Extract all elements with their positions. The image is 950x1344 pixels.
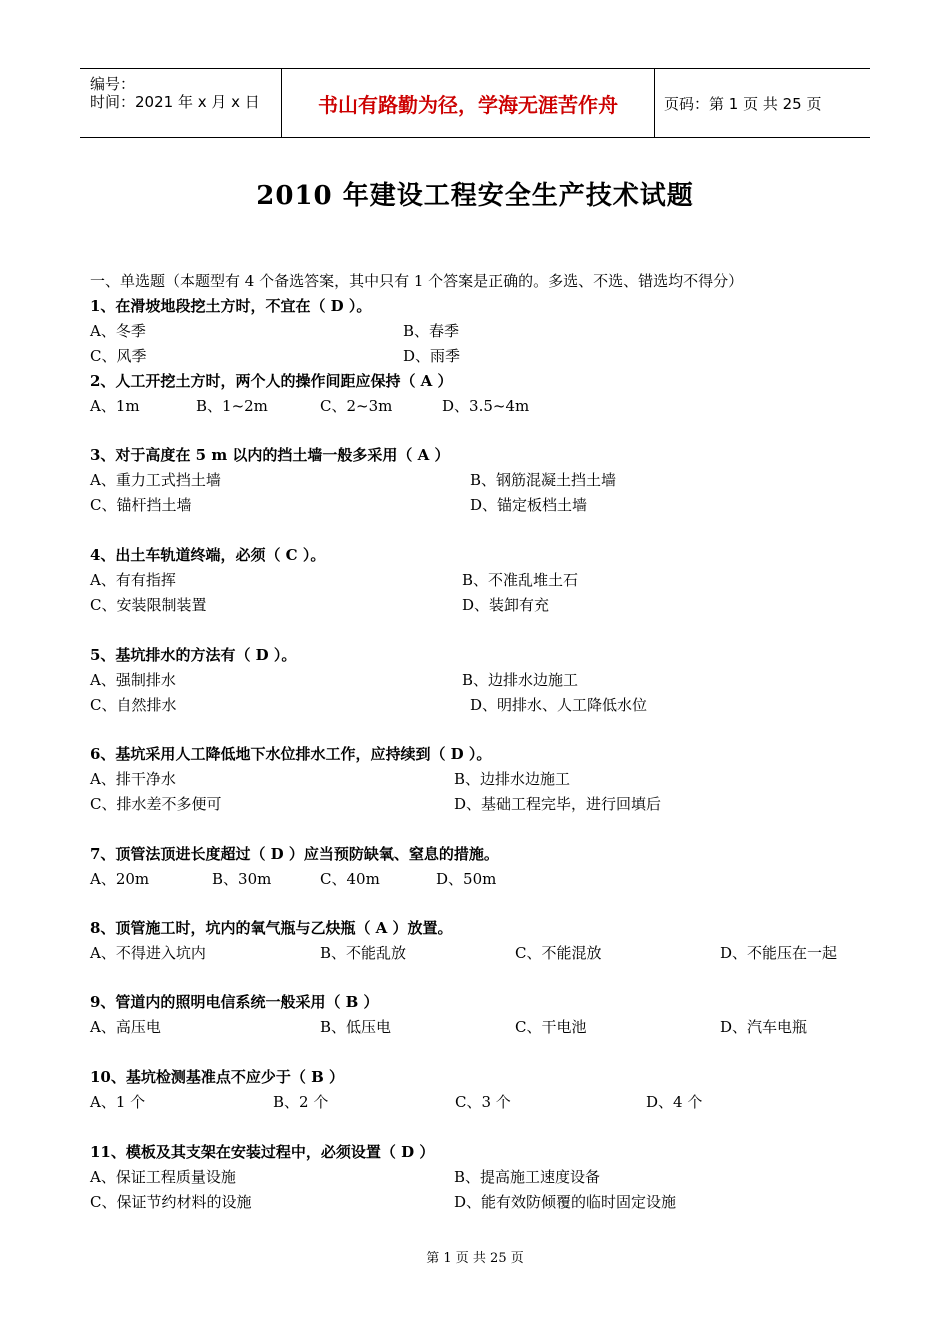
option-d: D、汽车电瓶 [720, 1018, 808, 1036]
option-a: A、20m [90, 870, 150, 888]
option-d: D、明排水、人工降低水位 [470, 696, 648, 714]
question-1: 1、在滑坡地段挖土方时，不宜在（ D ）。 [90, 297, 372, 315]
question-9: 9、管道内的照明电信系统一般采用（ B ） [90, 993, 379, 1011]
question-11: 11、模板及其支架在安装过程中，必须设置（ D ） [90, 1143, 435, 1161]
option-b: B、2 个 [273, 1093, 329, 1111]
question-8: 8、顶管施工时，坑内的氧气瓶与乙炔瓶（ A ）放置。 [90, 919, 453, 937]
option-d: D、装卸有充 [462, 596, 550, 614]
option-c: C、3 个 [455, 1093, 511, 1111]
option-b: B、钢筋混凝土挡土墙 [470, 471, 617, 489]
option-d: D、3.5~4m [442, 397, 530, 415]
option-c: C、不能混放 [515, 944, 602, 962]
option-c: C、40m [320, 870, 380, 888]
header-motto: 书山有路勤为径，学海无涯苦作舟 [318, 93, 618, 117]
option-a: A、冬季 [90, 322, 146, 340]
option-c: C、2~3m [320, 397, 393, 415]
option-c: C、排水差不多便可 [90, 795, 222, 813]
question-2: 2、人工开挖土方时，两个人的操作间距应保持（ A ） [90, 372, 453, 390]
page-header [80, 68, 870, 138]
option-a: A、重力工式挡土墙 [90, 471, 221, 489]
document-title: 2010 年建设工程安全生产技术试题 [256, 181, 694, 211]
option-d: D、锚定板档土墙 [470, 496, 588, 514]
option-b: B、提高施工速度设备 [454, 1168, 601, 1186]
option-c: C、保证节约材料的设施 [90, 1193, 252, 1211]
option-d: D、不能压在一起 [720, 944, 838, 962]
option-b: B、边排水边施工 [454, 770, 571, 788]
question-6: 6、基坑采用人工降低地下水位排水工作，应持续到（ D ）。 [90, 745, 492, 763]
option-a: A、有有指挥 [90, 571, 176, 589]
option-a: A、1 个 [90, 1093, 146, 1111]
option-b: B、低压电 [320, 1018, 392, 1036]
option-c: C、干电池 [515, 1018, 587, 1036]
option-d: D、能有效防倾覆的临时固定设施 [454, 1193, 677, 1211]
option-d: D、50m [436, 870, 497, 888]
option-a: A、1m [90, 397, 140, 415]
option-d: D、基础工程完毕，进行回填后 [454, 795, 662, 813]
option-b: B、边排水边施工 [462, 671, 579, 689]
question-5: 5、基坑排水的方法有（ D ）。 [90, 646, 297, 664]
option-c: C、自然排水 [90, 696, 177, 714]
option-b: B、1~2m [196, 397, 268, 415]
option-a: A、高压电 [90, 1018, 161, 1036]
page-footer: 第 1 页 共 25 页 [426, 1251, 524, 1266]
question-10: 10、基坑检测基准点不应少于（ B ） [90, 1068, 344, 1086]
option-c: C、安装限制装置 [90, 596, 207, 614]
option-c: C、锚杆挡土墙 [90, 496, 192, 514]
option-a: A、强制排水 [90, 671, 176, 689]
option-a: A、排干净水 [90, 770, 176, 788]
option-a: A、不得进入坑内 [90, 944, 206, 962]
option-b: B、30m [212, 870, 272, 888]
option-b: B、春季 [403, 322, 460, 340]
question-7: 7、顶管法顶进长度超过（ D ）应当预防缺氧、窒息的措施。 [90, 845, 499, 863]
header-page-number: 页码：第 1 页 共 25 页 [664, 95, 822, 113]
section-heading: 一、单选题（本题型有 4 个备选答案，其中只有 1 个答案是正确的。多选、不选、错选均不得分） [90, 272, 744, 290]
question-4: 4、出土车轨道终端，必须（ C ）。 [90, 546, 326, 564]
option-d: D、雨季 [403, 347, 461, 365]
option-b: B、不准乱堆土石 [462, 571, 579, 589]
option-c: C、风季 [90, 347, 147, 365]
serial-label: 编号： [90, 75, 136, 93]
header-divider [654, 69, 655, 137]
option-d: D、4 个 [646, 1093, 703, 1111]
option-a: A、保证工程质量设施 [90, 1168, 236, 1186]
date-label: 时间：2021 年 x 月 x 日 [90, 93, 260, 111]
question-3: 3、对于高度在 5 m 以内的挡土墙一般多采用（ A ） [90, 446, 450, 464]
option-b: B、不能乱放 [320, 944, 407, 962]
